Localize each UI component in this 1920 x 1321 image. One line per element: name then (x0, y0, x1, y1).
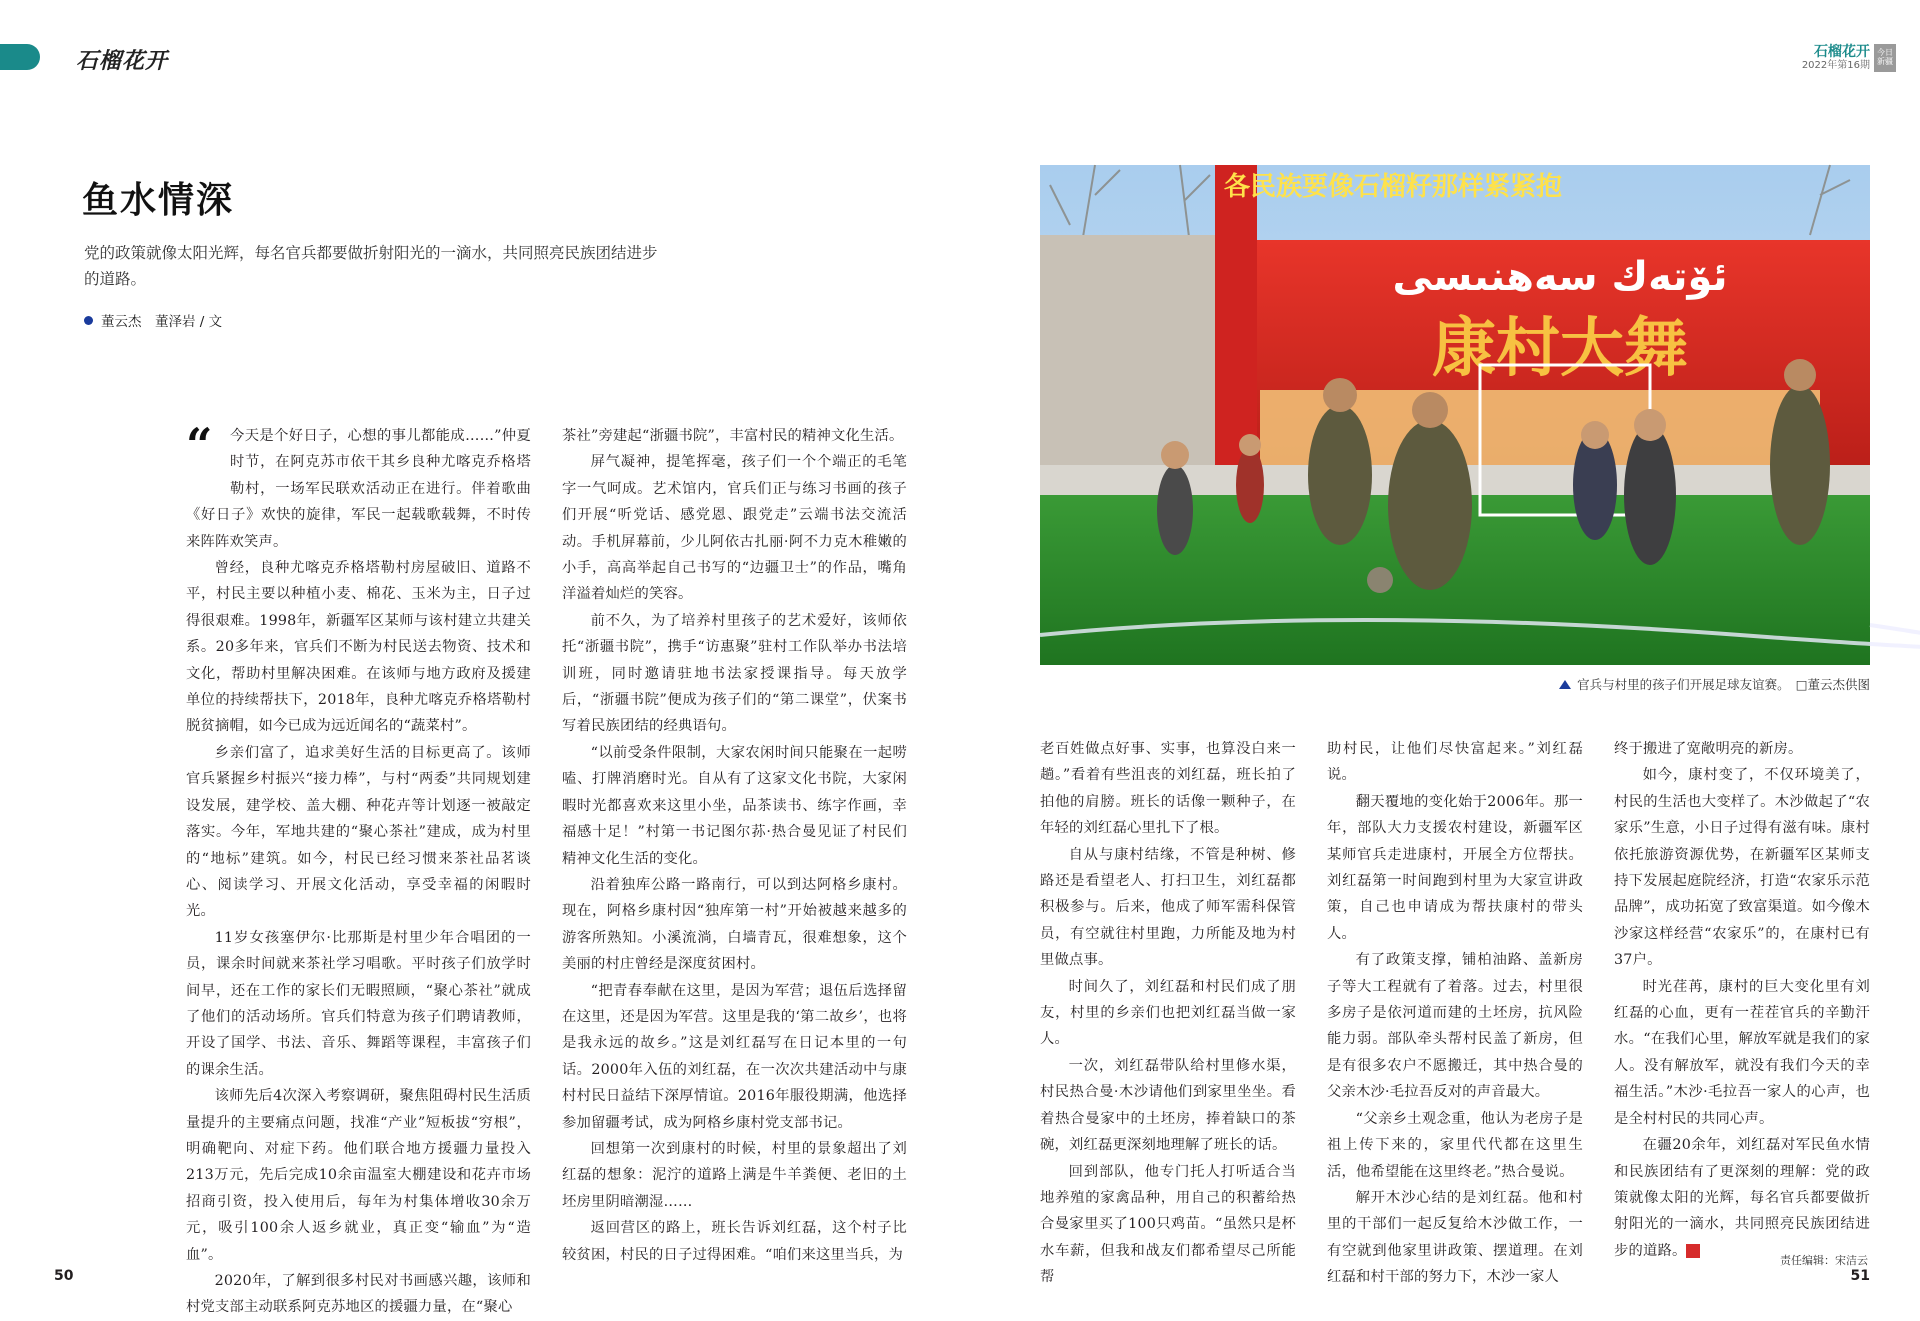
paragraph: 回想第一次到康村的时候，村里的景象超出了刘红磊的想象：泥泞的道路上满是牛羊粪便、老旧的土坯房里阴暗潮湿…… (562, 1140, 907, 1210)
section-tab-marker (0, 44, 40, 70)
magazine-header-right (1802, 44, 1896, 72)
closing-paragraph-text: 在疆20余年，刘红磊对军民鱼水情和民族团结有了更深刻的理解：党的政策就像太阳的光辉，每名官兵都要做折射阳光的一滴水，共同照亮民族团结进步的道路。 (1614, 1137, 1870, 1259)
magazine-logo-badge: 今日新疆 (1874, 44, 1896, 72)
paragraph: “父亲乡土观念重，他认为老房子是祖上传下来的，家里代代都在这里生活，他希望能在这里终老。”热合曼说。 (1327, 1110, 1583, 1180)
paragraph: 该师先后4次深入考察调研，聚焦阻碍村民生活质量提升的主要痛点问题，找准“产业”短板拔“穷根”，明确靶向、对症下药。他们联合地方援疆力量投入213万元，先后完成10余亩温室大棚建设和花卉市场招商引资，投入使用后，每年为村集体增收30余万元，吸引100余人返乡就业，真正变“输血”为“造血”。 (186, 1088, 531, 1263)
article-lead: 党的政策就像太阳光辉，每名官兵都要做折射阳光的一滴水，共同照亮民族团结进步的道路。 (84, 244, 658, 288)
paragraph: 屏气凝神，提笔挥毫，孩子们一个个端正的毛笔字一气呵成。艺术馆内，官兵们正与练习书画的孩子们开展“听党话、感党恩、跟党走”云端书法交流活动。手机屏幕前，少儿阿依古扎丽·阿不力克木稚嫩的小手，高高举起自己书写的“边疆卫士”的作品，嘴角洋溢着灿烂的笑容。 (562, 454, 907, 603)
banner-uyghur-text: ئۆتەك سەھنىسى (1392, 254, 1728, 300)
page-number-left: 50 (54, 1268, 74, 1284)
section-name-left: 石榴花开 (76, 48, 169, 74)
paragraph (1614, 1132, 1870, 1264)
text-column-1 (186, 418, 531, 1321)
paragraph: “以前受条件限制，大家农闲时间只能聚在一起唠嗑、打牌消磨时光。自从有了这家文化书院，大家闲暇时光都喜欢来这里小坐，品茶读书、练字作画，幸福感十足！”村第一书记图尔荪·热合曼见证了村民们精神文化生活的变化。 (562, 744, 907, 867)
caption-triangle-icon (1559, 680, 1571, 689)
paragraph: 自从与康村结缘，不管是种树、修路还是看望老人、打扫卫生，刘红磊都积极参与。后来，他成了师军需科保管员，有空就往村里跑，力所能及地为村里做点事。 (1040, 846, 1296, 969)
end-mark-icon: J (1686, 1244, 1700, 1258)
byline-authors: 董云杰 董泽岩 / 文 (101, 314, 223, 330)
page-number-right: 51 (1850, 1268, 1870, 1284)
paragraph: 老百姓做点好事、实事，也算没白来一趟。”看着有些沮丧的刘红磊，班长拍了拍他的肩膀。班长的话像一颗种子，在年轻的刘红磊心里扎下了根。 (1040, 741, 1296, 837)
photo-caption (1559, 675, 1870, 693)
section-name-right: 石榴花开 (1814, 44, 1870, 60)
paragraph: 回到部队，他专门托人打听适合当地养殖的家禽品种，用自己的积蓄给热合曼家里买了100只鸡苗。“虽然只是杯水车薪，但我和战友们都希望尽己所能帮 (1040, 1163, 1296, 1286)
paragraph: 翻天覆地的变化始于2006年。那一年，部队大力支援农村建设，新疆军区某师官兵走进康村，开展全方位帮扶。刘红磊第一时间跑到村里为大家宣讲政策，自己也申请成为帮扶康村的带头人。 (1327, 793, 1583, 942)
paragraph: 沿着独库公路一路南行，可以到达阿格乡康村。现在，阿格乡康村因“独库第一村”开始被越来越多的游客所熟知。小溪流淌，白墙青瓦，很难想象，这个美丽的村庄曾经是深度贫困村。 (562, 876, 907, 973)
text-column-2 (562, 423, 907, 1268)
article-title: 鱼水情深 (82, 180, 235, 221)
text-column-4 (1327, 736, 1583, 1291)
text-column-3 (1040, 736, 1296, 1291)
paragraph: 乡亲们富了，追求美好生活的目标更高了。该师官兵紧握乡村振兴“接力棒”，与村“两委”共同规划建设发展，建学校、盖大棚、种花卉等计划逐一被敲定落实。今年，军地共建的“聚心茶社”建成，成为村里的“地标”建筑。如今，村民已经习惯来茶社品茗谈心、阅读学习、开展文化活动，享受幸福的闲暇时光。 (186, 744, 531, 920)
paragraph: 如今，康村变了，不仅环境美了，村民的生活也大变样了。木沙做起了“农家乐”生意，小日子过得有滋有味。康村依托旅游资源优势，在新疆军区某师支持下发展起庭院经济，打造“农家乐示范品牌”，成功拓宽了致富渠道。如今像木沙家这样经营“农家乐”的，在康村已有37户。 (1614, 767, 1870, 969)
caption-text: 官兵与村里的孩子们开展足球友谊赛。 (1577, 677, 1790, 692)
issue-number: 2022年第16期 (1801, 60, 1870, 71)
paragraph: 有了政策支撑，铺柏油路、盖新房子等大工程就有了着落。过去，村里很多房子是依河道而建的土坯房，抗风险能力弱。部队牵头帮村民盖了新房，但是有很多农户不愿搬迁，其中热合曼的父亲木沙·毛拉吾反对的声音最大。 (1327, 952, 1583, 1101)
football-match-illustration (1040, 165, 1870, 665)
header-text-block (1802, 44, 1870, 72)
article-photo (1040, 165, 1870, 665)
paragraph: 今天是个好日子，心想的事儿都能成……”仲夏时节，在阿克苏市依干其乡良种尤喀克乔格塔勒村，一场军民联欢活动正在进行。伴着歌曲《好日子》欢快的旋律，军民一起载歌载舞，不时传来阵阵欢笑声。 (186, 428, 531, 550)
paragraph: 曾经，良种尤喀克乔格塔勒村房屋破旧、道路不平，村民主要以种植小麦、棉花、玉米为主，日子过得很艰难。1998年，新疆军区某师与该村建立共建关系。20多年来，官兵们不断为村民送去物资、技术和文化，帮助村里解决困难。在该师与地方政府及援建单位的持续帮扶下，2018年，良种尤喀克乔格塔勒村脱贫摘帽，如今已成为远近闻名的“蔬菜村”。 (186, 560, 531, 735)
paragraph: 返回营区的路上，班长告诉刘红磊，这个村子比较贫困，村民的日子过得困难。“咱们来这里当兵，为 (562, 1220, 907, 1263)
paragraph: 助村民，让他们尽快富起来。”刘红磊说。 (1327, 741, 1583, 784)
banner-chinese-text: 康村大舞 (1432, 311, 1688, 386)
paragraph: 解开木沙心结的是刘红磊。他和村里的干部们一起反复给木沙做工作，一有空就到他家里讲政策、摆道理。在刘红磊和村干部的努力下，木沙一家人 (1327, 1189, 1583, 1286)
paragraph: 前不久，为了培养村里孩子的艺术爱好，该师依托“浙疆书院”，携手“访惠聚”驻村工作队举办书法培训班，同时邀请驻地书法家授课指导。每天放学后，“浙疆书院”便成为孩子们的“第二课堂”，伏案书写着民族团结的经典语句。 (562, 612, 907, 735)
paragraph: 茶社”旁建起“浙疆书院”，丰富村民的精神文化生活。 (562, 428, 904, 444)
open-quote-icon: “ (186, 418, 213, 472)
byline (84, 310, 222, 330)
paragraph: 时间久了，刘红磊和村民们成了朋友，村里的乡亲们也把刘红磊当做一家人。 (1040, 978, 1296, 1048)
football (1367, 567, 1393, 593)
paragraph: 一次，刘红磊带队给村里修水渠，村民热合曼·木沙请他们到家里坐坐。看着热合曼家中的土坯房，捧着缺口的茶碗，刘红磊更深刻地理解了班长的话。 (1040, 1057, 1296, 1154)
responsible-editor: 责任编辑：宋洁云 (1780, 1254, 1868, 1267)
paragraph: 时光荏苒，康村的巨大变化里有刘红磊的心血，更有一茬茬官兵的辛勤汗水。“在我们心里，解放军就是我们的家人。没有解放军，就没有我们今天的幸福生活。”木沙·毛拉吾一家人的心声，也是全村村民的共同心声。 (1614, 978, 1870, 1127)
paragraph: 终于搬进了宽敞明亮的新房。 (1614, 741, 1803, 757)
byline-dot-icon (84, 316, 93, 325)
photo-credit: □董云杰供图 (1795, 677, 1870, 692)
text-column-5 (1614, 736, 1870, 1264)
paragraph: 11岁女孩塞伊尔·比那斯是村里少年合唱团的一员，课余时间就来茶社学习唱歌。平时孩子们放学时间早，还在工作的家长们无暇照顾，“聚心茶社”就成了他们的活动场所。官兵们特意为孩子们聘请教师，开设了国学、书法、音乐、舞蹈等课程，丰富孩子们的课余生活。 (186, 929, 531, 1078)
paragraph: 2020年，了解到很多村民对书画感兴趣，该师和村党支部主动联系阿克苏地区的援疆力量，在“聚心 (186, 1273, 531, 1316)
banner-char: 各民族要像石榴籽那样紧紧抱 (1224, 172, 1563, 202)
paragraph: “把青春奉献在这里，是因为军营；退伍后选择留在这里，还是因为军营。这里是我的‘第二故乡’，也将是我永远的故乡。”这是刘红磊写在日记本里的一句话。2000年入伍的刘红磊，在一次次共建活动中与康村村民日益结下深厚情谊。2016年服役期满，他选择参加留疆考试，成为阿格乡康村党支部书记。 (562, 982, 907, 1131)
